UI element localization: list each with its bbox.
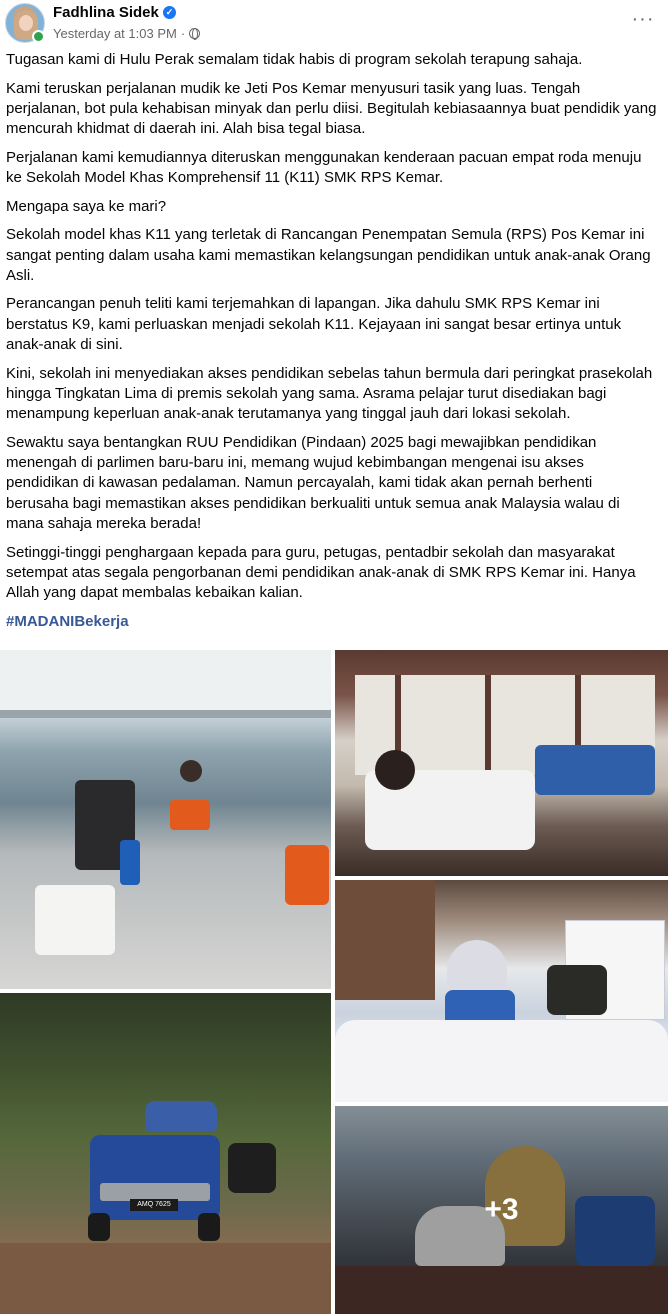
passengers <box>145 1101 217 1131</box>
post-paragraph: Perancangan penuh teliti kami terjemahkan di lapangan. Jika dahulu SMK RPS Kemar ini berstatus K9, kami perluaskan menjadi sekolah K11. Kejayaan ini sangat besar ertinya untuk anak-anak di sini. <box>6 295 622 354</box>
post-timestamp[interactable]: Yesterday at 1:03 PM <box>53 26 177 41</box>
post-paragraph: Mengapa saya ke mari? <box>6 197 167 215</box>
photo-classroom-window[interactable] <box>335 650 668 876</box>
dirt-road <box>0 1243 331 1314</box>
photo-boat[interactable] <box>0 650 331 989</box>
man-batik <box>547 965 607 1015</box>
author-name[interactable]: Fadhlina Sidek <box>53 4 159 21</box>
photo-classroom-more[interactable] <box>335 1106 668 1314</box>
students-foreground <box>335 1020 668 1102</box>
post-paragraph: Sewaktu saya bentangkan RUU Pendidikan (Pindaan) 2025 bagi mewajibkan pendidikan menengah di parlimen baru-baru ini, memang wujud kebimbangan mengenai isu akses pendidikan di kawasan pedalaman. Namun percayalah, kami tidak akan pernah berhenti berusaha bagi memastikan akses pendidikan berkualiti untuk semua anak Malaysia walau di mana sahaja mereka berada! <box>6 433 620 533</box>
person-head <box>180 760 202 782</box>
life-jacket-orange <box>170 800 210 830</box>
truck-wheel <box>198 1213 220 1241</box>
hashtag-link[interactable]: #MADANIBekerja <box>6 612 129 630</box>
life-jacket-orange <box>285 845 329 905</box>
canopy-edge <box>0 710 331 718</box>
plate-number: AMQ 7625 <box>130 1199 178 1211</box>
post-paragraph: Tugasan kami di Hulu Perak semalam tidak habis di program sekolah terapung sahaja. <box>6 51 583 68</box>
visitors-blue <box>535 745 655 795</box>
meta-separator: · <box>180 26 186 41</box>
window-frame <box>485 675 491 775</box>
verified-badge-icon: ✓ <box>163 6 176 19</box>
post-header <box>0 0 668 46</box>
online-status-dot <box>32 30 45 43</box>
globe-icon[interactable] <box>189 28 200 39</box>
post-meta <box>53 26 200 41</box>
post-paragraph: Perjalanan kami kemudiannya diteruskan menggunakan kenderaan pacuan empat roda menuju ke Sekolah Model Khas Komprehensif 11 (K11) SMK RPS Kemar. <box>6 148 642 187</box>
post-paragraph: Sekolah model khas K11 yang terletak di Rancangan Penempatan Semula (RPS) Pos Kemar ini sangat penting dalam usaha kami memastikan kelangsungan pendidikan untuk anak-anak Orang Asli. <box>6 226 651 284</box>
door <box>335 880 435 1000</box>
black-car <box>228 1143 276 1193</box>
student-head <box>375 750 415 790</box>
more-photos-count[interactable]: +3 <box>484 1193 519 1226</box>
more-options-button[interactable]: ··· <box>631 8 655 30</box>
post-paragraph: Kini, sekolah ini menyediakan akses pendidikan sebelas tahun bermula dari peringkat prasekolah hingga Tingkatan Lima di premis sekolah yang sama. Asrama pelajar turut disediakan bagi menampung keperluan anak-anak terutamanya yang tinggal jauh dari lokasi sekolah. <box>6 364 653 423</box>
post-paragraph: Kami teruskan perjalanan mudik ke Jeti Pos Kemar menyusuri tasik yang luas. Tengah perjalanan, bot pula kehabisan minyak dan perlu diisi. Begitulah kebiasaannya buat pendidik yang mencurah khidmat di daerah ini. Alah bisa tegal biasa. <box>6 79 657 138</box>
photo-minister-students[interactable] <box>335 880 668 1102</box>
photo-4x4-truck[interactable] <box>0 993 331 1314</box>
photo-grid <box>0 650 668 1314</box>
post-body <box>6 50 658 640</box>
avatar-face <box>19 15 33 31</box>
post-paragraph: Setinggi-tinggi penghargaan kepada para guru, petugas, pentadbir sekolah dan masyarakat setempat atas segala pengorbanan demi pendidikan anak-anak di SMK RPS Kemar ini. Hanya Allah yang dapat membalas kebaikan kalian. <box>6 543 636 602</box>
boat-canopy <box>0 650 331 710</box>
truck-wheel <box>88 1213 110 1241</box>
boat-console <box>35 885 115 955</box>
fuel-container <box>120 840 140 885</box>
